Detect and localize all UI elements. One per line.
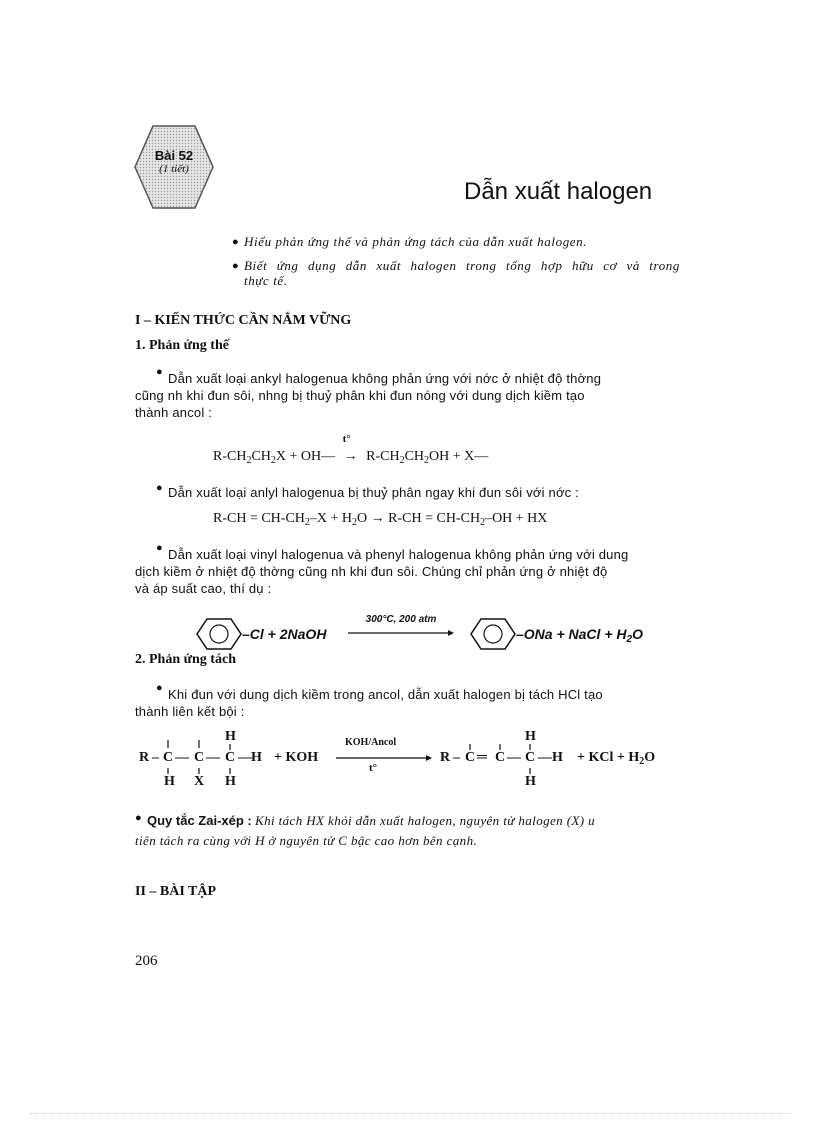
arrow-icon	[336, 753, 432, 763]
eq4-condition-bottom: t°	[369, 762, 378, 774]
objective-2: Biết ứng dụng dẫn xuất halogen trong tổng hợp hữu cơ và trong	[244, 258, 680, 273]
eq4-condition-top: KOH/Ancol	[345, 737, 397, 748]
bullet-icon: ●	[232, 236, 239, 248]
bullet-icon: ●	[232, 260, 239, 272]
zaitsev-rule-text-1: Khi tách HX khỏi dẫn xuất halogen, nguyên tử halogen (X) u	[255, 813, 596, 828]
lesson-periods: (1 tiết)	[159, 163, 189, 175]
bond-lines	[160, 736, 240, 786]
subheading-substitution: 1. Phản ứng thế	[135, 338, 229, 353]
bond-lines	[460, 736, 540, 786]
equation-2: $R-CH = CH-CH_2-X + H_2O \to R-CH = CH-CH_2-OH$ + HX	[213, 511, 548, 528]
benzene-ring-icon	[196, 617, 242, 651]
eq3-reactants: –Cl + 2NaOH	[242, 626, 327, 642]
eq3-arrow	[348, 614, 454, 643]
objective-1: Hiểu phản ứng thế và phản ứng tách của dẫn xuất halogen.	[244, 234, 588, 249]
paragraph-ankyl: Dẫn xuất loại ankyl halogenua không phản ứng với nớc ở nhiệt độ thờng cũng nh khi đun sôi, nhng bị thuỷ phân khi đun nóng với dung dịch kiềm tạo thành ancol :	[135, 371, 602, 420]
paragraph-anlyl: Dẫn xuất loại anlyl halogenua bị thuỷ phân ngay khi đun sôi với nớc :	[168, 485, 579, 500]
eq4-products: + KCl + $H_2O$	[577, 750, 656, 767]
eq3-products: –ONa + NaCl + $H_2O$	[516, 626, 643, 645]
bullet-icon: ●	[156, 366, 163, 378]
bullet-icon: ●	[135, 812, 142, 824]
equation-1: $R-CH_2CH_2X$ + OH— t° → $R-CH_2CH_2OH$ + X—	[213, 433, 489, 466]
bullet-icon: ●	[156, 682, 163, 694]
footer-divider	[30, 1113, 790, 1114]
eq1-condition: t°	[342, 433, 351, 445]
subheading-elimination: 2. Phản ứng tách	[135, 652, 236, 667]
zaitsev-rule-text-2: tiên tách ra cùng với H ở nguyên tử C bậc cao hơn bên cạnh.	[135, 833, 478, 848]
section-heading-1: I – KIẾN THỨC CẦN NẮM VỮNG	[135, 313, 352, 328]
paragraph-vinyl: Dẫn xuất loại vinyl halogenua và phenyl halogenua không phản ứng với dung dịch kiềm ở nhiệt độ thờng cũng nh khi đun sôi. Chúng chỉ phản ứng ở nhiệt độ và áp suất cao, thí dụ :	[135, 547, 629, 596]
arrow-icon: →	[370, 511, 385, 526]
equation-4: R – C — C — C — H H H X H + KOH KOH/Ancol t° R – C ═ C — C — H H H + KCl + $H_2O$	[139, 729, 656, 789]
paragraph-elimination: Khi đun với dung dịch kiềm trong ancol, dẫn xuất halogen bị tách HCl tạo thành liên kết bội :	[135, 687, 603, 719]
benzene-ring-icon	[470, 617, 516, 651]
arrow-icon: →	[343, 449, 358, 464]
bullet-icon: ●	[156, 482, 163, 494]
eq3-condition: 300°C, 200 atm	[365, 614, 437, 625]
zaitsev-rule-label: Quy tắc Zai-xép :	[147, 813, 252, 828]
lesson-badge	[133, 148, 215, 175]
zaitsev-rule	[147, 813, 687, 829]
page-number: 206	[135, 953, 158, 969]
bullet-icon: ●	[156, 542, 163, 554]
objective-2-cont: thực tế.	[244, 273, 288, 288]
arrow-icon	[348, 628, 454, 638]
lesson-number: Bài 52	[154, 148, 194, 163]
section-heading-2: II – BÀI TẬP	[135, 884, 217, 899]
page-title: Dẫn xuất halogen	[464, 178, 653, 205]
